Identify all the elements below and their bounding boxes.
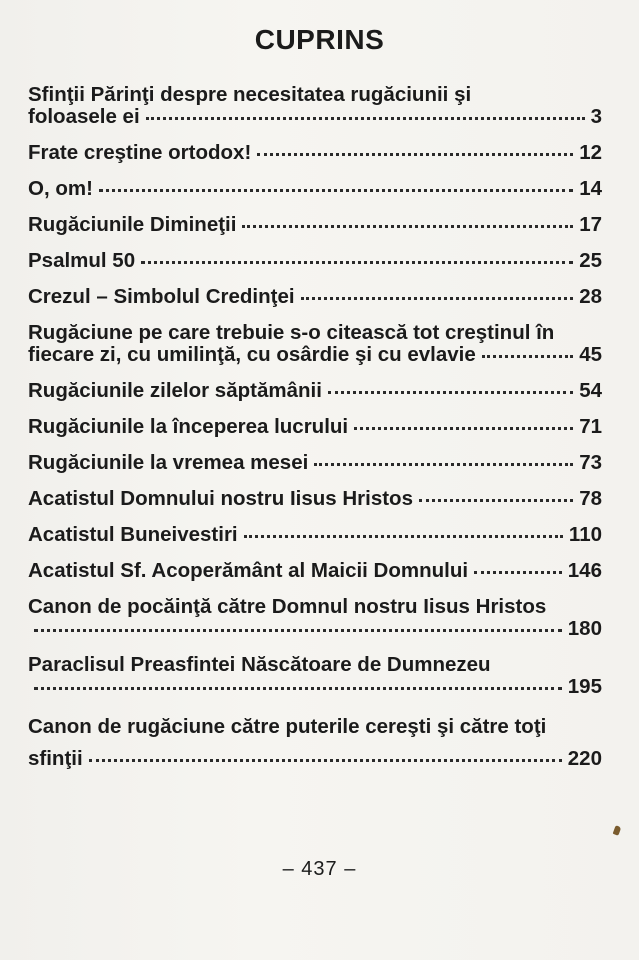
dot-leader (89, 753, 562, 762)
toc-entry (28, 716, 602, 770)
toc-entry (28, 488, 602, 510)
toc-entry-line (28, 488, 602, 510)
toc-entry-title: Rugăciunile la vremea mesei (28, 451, 309, 474)
toc-entry-title-line: Rugăciune pe care trebuie s-o citească tot creştinul în (28, 321, 555, 344)
toc-entry-line (28, 214, 602, 236)
toc-entry-title: Acatistul Buneivestiri (28, 523, 238, 546)
dot-leader (482, 349, 573, 358)
toc-entry-page: 180 (567, 617, 602, 640)
toc-entry-title: foloasele ei (28, 105, 140, 128)
toc-entry-line (28, 524, 602, 546)
toc-entry-line (28, 178, 602, 200)
toc-entry (28, 654, 602, 698)
toc-entry-page: 28 (579, 285, 602, 308)
dot-leader (314, 457, 573, 466)
toc-entry-line (28, 676, 602, 698)
dot-leader (354, 421, 573, 430)
dot-leader (301, 291, 574, 300)
toc-entry-title-line: Canon de pocăinţă către Domnul nostru Iisus Hristos (28, 595, 547, 618)
toc-entry-title: sfinţii (28, 747, 83, 770)
toc-entry-line (28, 286, 602, 308)
toc-entry (28, 596, 602, 640)
toc-entry-line (28, 560, 602, 582)
ink-smudge (613, 825, 622, 836)
dot-leader (474, 565, 562, 574)
toc-entry-page: 45 (579, 343, 602, 366)
toc-entry (28, 214, 602, 236)
toc-entry (28, 560, 602, 582)
toc-entry-line (28, 142, 602, 164)
toc-entry (28, 524, 602, 546)
toc-entry-page: 110 (568, 523, 602, 546)
toc-entry-title: Psalmul 50 (28, 249, 136, 272)
toc-entry (28, 416, 602, 438)
toc-entry-title: Frate creştine ortodox! (28, 141, 252, 164)
toc-entry-line (28, 380, 602, 402)
toc-entry-page: 25 (579, 249, 602, 272)
dot-leader (244, 529, 563, 538)
toc-entry (28, 84, 602, 128)
toc-entry-page: 54 (579, 379, 602, 402)
toc-entry-page: 78 (579, 487, 602, 510)
toc-entry (28, 322, 602, 366)
toc-entry-page: 3 (590, 105, 602, 128)
dot-leader (242, 219, 573, 228)
toc-entry (28, 142, 602, 164)
toc-entry-title-line: Sfinţii Părinţi despre necesitatea rugăciunii şi (28, 83, 472, 106)
toc-entry-line (28, 416, 602, 438)
toc-entry-title: Acatistul Sf. Acoperământ al Maicii Domnului (28, 559, 469, 582)
toc-entry-title: O, om! (28, 177, 93, 200)
toc-entry-title: Crezul – Simbolul Credinţei (28, 285, 295, 308)
toc-entry-title-line: Paraclisul Preasfintei Născătoare de Dumnezeu (28, 653, 491, 676)
toc-entry (28, 250, 602, 272)
dot-leader (141, 255, 573, 264)
toc-entry-title: fiecare zi, cu umilinţă, cu osârdie şi cu evlavie (28, 343, 476, 366)
toc-entry-line (28, 106, 602, 128)
dot-leader (99, 183, 573, 192)
toc-entry (28, 380, 602, 402)
toc-entry-page: 146 (567, 559, 602, 582)
toc-entry-title: Rugăciunile Dimineţii (28, 213, 237, 236)
toc-entry-line (28, 618, 602, 640)
toc-entry-page: 220 (567, 747, 602, 770)
toc-entry-page: 12 (579, 141, 602, 164)
toc-entry-page: 195 (567, 675, 602, 698)
toc-entry-line (28, 344, 602, 366)
toc-entry-line (28, 748, 602, 770)
toc-entry (28, 452, 602, 474)
toc-entry-title: Acatistul Domnului nostru Iisus Hristos (28, 487, 413, 510)
toc-entry-page: 14 (579, 177, 602, 200)
toc-entry-page: 17 (579, 213, 602, 236)
dot-leader (34, 681, 562, 690)
toc-entry-line (28, 452, 602, 474)
toc-entry (28, 286, 602, 308)
toc-entry-page: 71 (579, 415, 602, 438)
page-number: – 437 – (282, 858, 357, 880)
toc-entry (28, 178, 602, 200)
dot-leader (419, 493, 573, 502)
dot-leader (146, 111, 585, 120)
toc-entry-line (28, 250, 602, 272)
toc-entry-title: Rugăciunile zilelor săptămânii (28, 379, 322, 402)
toc-entry-page: 73 (579, 451, 602, 474)
page-title: CUPRINS (254, 24, 385, 55)
table-of-contents (28, 84, 602, 784)
dot-leader (328, 385, 573, 394)
dot-leader (34, 623, 562, 632)
toc-entry-title: Rugăciunile la începerea lucrului (28, 415, 349, 438)
toc-entry-title-line: Canon de rugăciune către puterile cereşti şi către toţi (28, 715, 547, 738)
dot-leader (257, 147, 573, 156)
